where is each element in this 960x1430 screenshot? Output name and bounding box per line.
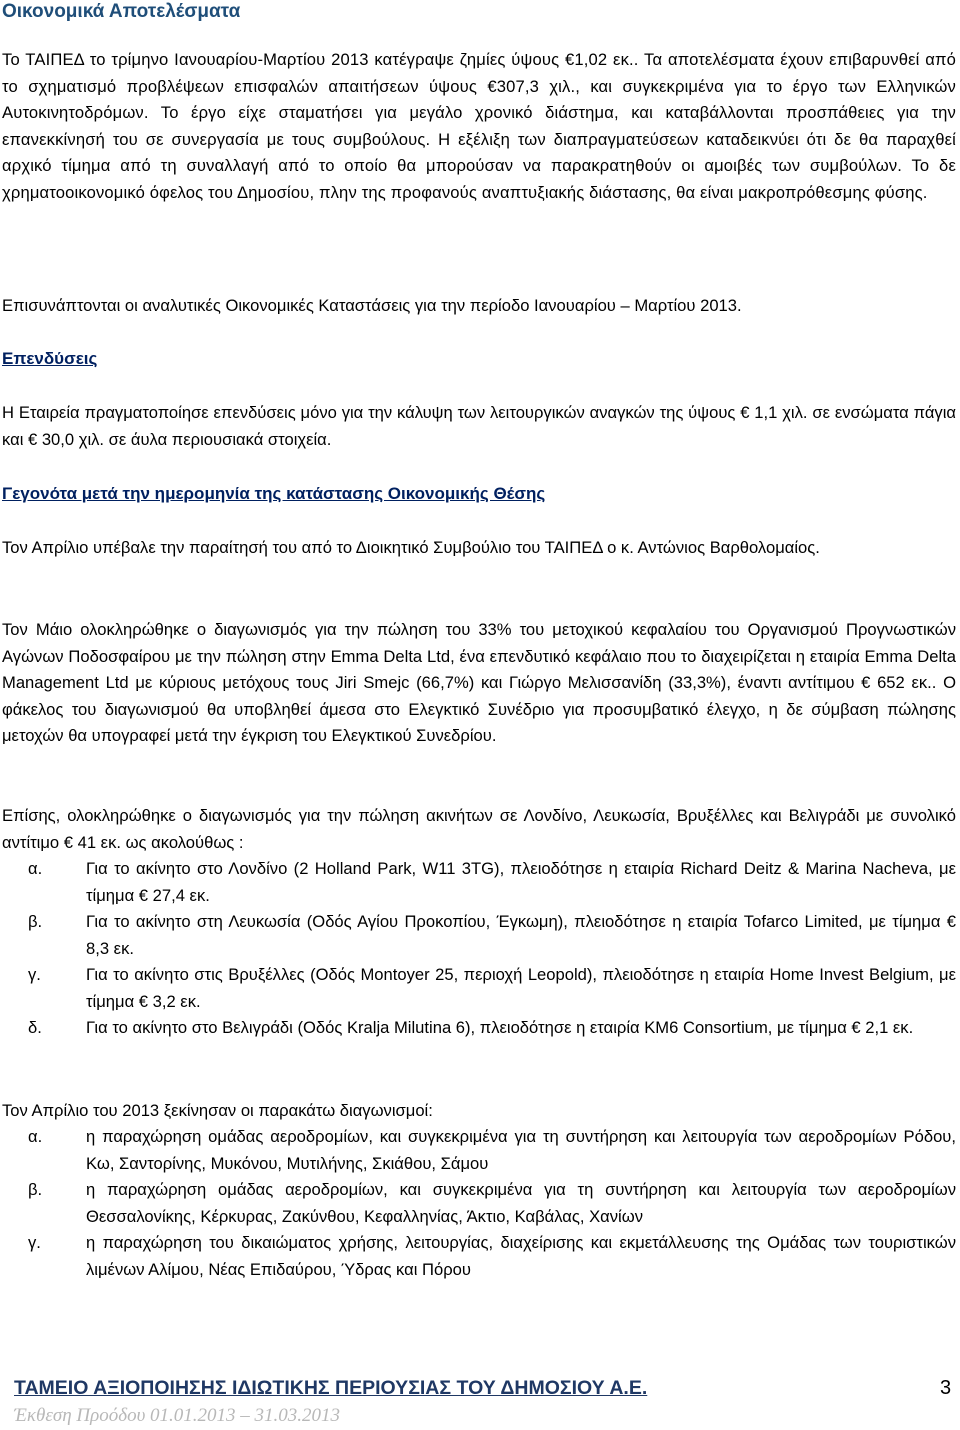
list-item-text: Για το ακίνητο στο Βελιγράδι (Οδός Kralja Milutina 6), πλειοδότησε η εταιρία KM6 Consortium, με τίμημα € 2,1 εκ. — [86, 1018, 914, 1037]
list-marker: α. — [28, 1127, 43, 1146]
list-item — [2, 856, 956, 909]
tenders-intro-paragraph: Τον Απρίλιο του 2013 ξεκίνησαν οι παρακάτω διαγωνισμοί: — [2, 1101, 433, 1120]
footer-report-period: Έκθεση Προόδου 01.01.2013 – 31.03.2013 — [14, 1405, 341, 1426]
footer-organization: ΤΑΜΕΙΟ ΑΞΙΟΠΟΙΗΣΗΣ ΙΔΙΩΤΙΚΗΣ ΠΕΡΙΟΥΣΙΑΣ ΤΟΥ ΔΗΜΟΣΙΟΥ Α.Ε. — [14, 1377, 648, 1399]
list-item-text: Για το ακίνητο στο Λονδίνο (2 Holland Park, W11 3TG), πλειοδότησε η εταιρία Richard Deitz & Marina Nacheva, με τίμημα € 27,4 εκ. — [86, 859, 956, 905]
list-item-text: η παραχώρηση ομάδας αεροδρομίων, και συγκεκριμένα για τη συντήρηση και λειτουργία των αεροδρομίων Ρόδου, Κω, Σαντορίνης, Μυκόνου, Μυτιλήνης, Σκιάθου, Σάμου — [86, 1127, 956, 1173]
resignation-paragraph: Τον Απρίλιο υπέβαλε την παραίτησή του από το Διοικητικό Συμβούλιο του ΤΑΙΠΕΔ ο κ. Αντώνιος Βαρθολομαίος. — [2, 538, 820, 557]
tenders-list — [2, 1124, 956, 1283]
list-item-text: Για το ακίνητο στη Λευκωσία (Οδός Αγίου Προκοπίου, Έγκωμη), πλειοδότησε η εταιρία Tofarco Limited, με τίμημα € 8,3 εκ. — [86, 912, 956, 958]
section-heading-events: Γεγονότα μετά την ημερομηνία της κατάστασης Οικονομικής Θέσης — [2, 484, 546, 503]
list-marker: γ. — [28, 1233, 41, 1252]
page-title: Οικονομικά Αποτελέσματα — [2, 1, 241, 22]
page-number: 3 — [940, 1377, 952, 1399]
list-marker: δ. — [28, 1018, 42, 1037]
list-item — [2, 1015, 956, 1042]
opap-tender-paragraph: Τον Μάιο ολοκληρώθηκε ο διαγωνισμός για την πώληση του 33% του μετοχικού κεφαλαίου του Οργανισμού Προγνωστικών Αγώνων Ποδοσφαίρου με την πώληση στην Emma Delta Ltd, ένα επενδυτικό κεφάλαιο που το διαχειρίζεται η εταιρία Emma Delta Management Ltd με κύριους μετόχους τους Jiri Smejc (66,7%) και Γιώργο Μελισσανίδη (33,3%), έναντι αντίτιμου € 652 εκ.. Ο φάκελος του διαγωνισμού θα υποβληθεί άμεσα στο Ελεγκτικό Συνέδριο για προσυμβατικό έλεγχο, η δε σύμβαση πώλησης μετοχών θα υπογραφεί μετά την έγκριση του Ελεγκτικού Συνεδρίου. — [2, 620, 956, 745]
list-item — [2, 1177, 956, 1230]
list-item-text: η παραχώρηση του δικαιώματος χρήσης, λειτουργίας, διαχείρισης και εκμετάλλευσης της Ομάδας των τουριστικών λιμένων Αλίμου, Νέας Επιδαύρου, Ύδρας και Πόρου — [86, 1233, 956, 1279]
list-marker: β. — [28, 912, 43, 931]
list-item — [2, 962, 956, 1015]
section-heading-investments: Επενδύσεις — [2, 349, 98, 368]
property-sales-list — [2, 856, 956, 1042]
list-item — [2, 909, 956, 962]
attached-statements-paragraph: Επισυνάπτονται οι αναλυτικές Οικονομικές Καταστάσεις για την περίοδο Ιανουαρίου – Μαρτίου 2013. — [2, 296, 742, 315]
list-marker: β. — [28, 1180, 43, 1199]
list-marker: γ. — [28, 965, 41, 984]
list-item — [2, 1230, 956, 1283]
list-marker: α. — [28, 859, 43, 878]
list-item-text: Για το ακίνητο στις Βρυξέλλες (Οδός Montoyer 25, περιοχή Leopold), πλειοδότησε η εταιρία Home Invest Belgium, με τίμημα € 3,2 εκ. — [86, 965, 956, 1011]
investments-paragraph: Η Εταιρεία πραγματοποίησε επενδύσεις μόνο για την κάλυψη των λειτουργικών αναγκών της ύψους € 1,1 χιλ. σε ενσώματα πάγια και € 30,0 χιλ. σε άυλα περιουσιακά στοιχεία. — [2, 403, 956, 449]
list-item — [2, 1124, 956, 1177]
properties-intro-paragraph: Επίσης, ολοκληρώθηκε ο διαγωνισμός για την πώληση ακινήτων σε Λονδίνο, Λευκωσία, Βρυξέλλες και Βελιγράδι με συνολικό αντίτιμο € 41 εκ. ως ακολούθως : — [2, 806, 956, 852]
results-paragraph: Το ΤΑΙΠΕΔ το τρίμηνο Ιανουαρίου-Μαρτίου 2013 κατέγραψε ζημίες ύψους €1,02 εκ.. Τα αποτελέσματα έχουν επιβαρυνθεί από το σχηματισμό προβλέψεων επισφαλών απαιτήσεων ύψους €307,3 χιλ., και συγκεκριμένα για το έργο των Ελληνικών Αυτοκινητοδρόμων. Το έργο είχε σταματήσει για μεγάλο χρονικό διάστημα, και καταβάλλονται προσπάθειες για την επανεκκίνησή του σε συνεργασία με τους συμβούλους. Η εξέλιξη των διαπραγματεύσεων καταδεικνύει ότι δε θα παραχθεί αρχικό τίμημα από τη συναλλαγή από το οποίο θα μπορούσαν να παρακρατηθούν οι αμοιβές των συμβούλων. Το δε χρηματοοικονομικό όφελος του Δημοσίου, πλην της προφανούς αναπτυξιακής διάστασης, θα είναι μακροπρόθεσμης φύσης. — [2, 50, 956, 202]
list-item-text: η παραχώρηση ομάδας αεροδρομίων, και συγκεκριμένα για τη συντήρηση και λειτουργία των αεροδρομίων Θεσσαλονίκης, Κέρκυρας, Ζακύνθου, Κεφαλληνίας, Άκτιο, Καβάλας, Χανίων — [86, 1180, 956, 1226]
